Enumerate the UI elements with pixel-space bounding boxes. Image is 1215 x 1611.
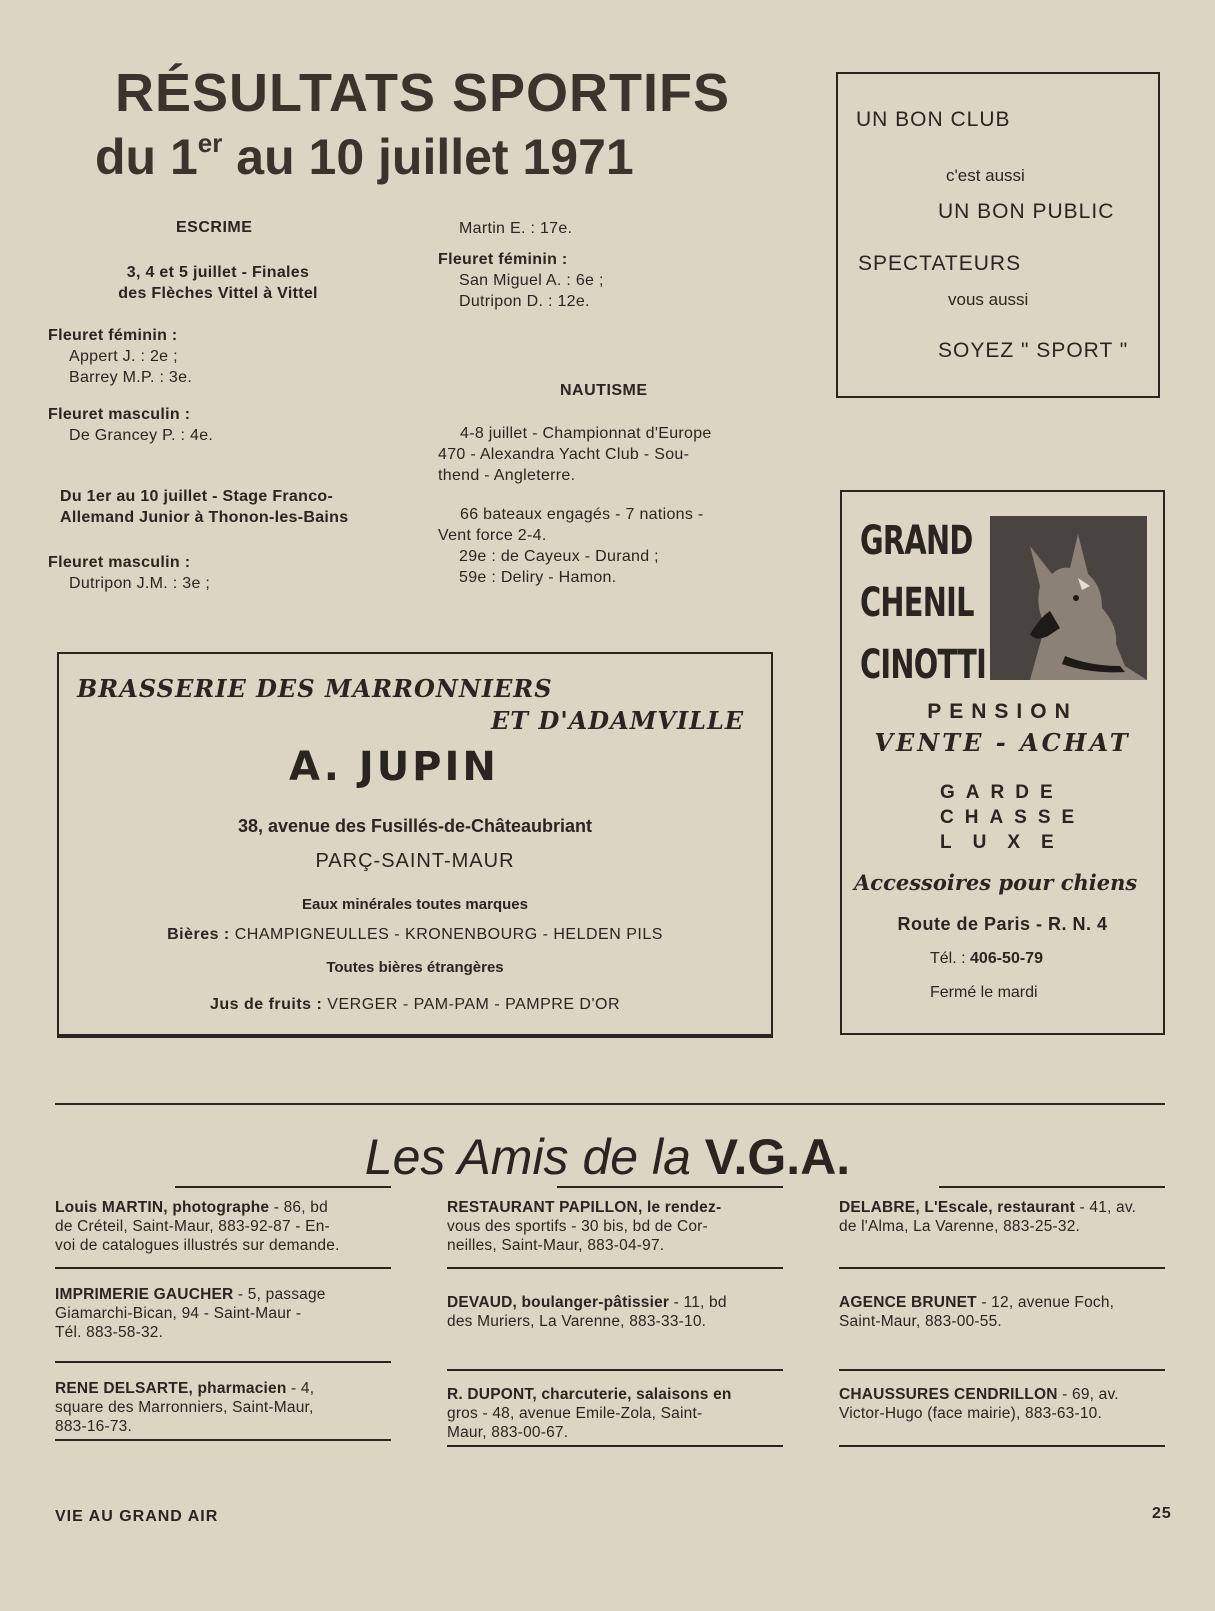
chenil-l1: GRAND (860, 518, 973, 564)
bonclub-l3: UN BON PUBLIC (938, 200, 1115, 223)
escrime-fm2-block: Fleuret masculin : Dutripon J.M. : 3e ; (48, 554, 211, 592)
brasserie-jus: Jus de fruits : VERGER - PAM-PAM - PAMPRE D'OR (209, 996, 621, 1013)
chenil-tel: Tél. : 406-50-79 (930, 950, 1043, 967)
bonclub-l1: UN BON CLUB (856, 108, 1011, 131)
escrime-event1: 3, 4 et 5 juillet - Finales des Flèches Vittel à Vittel (118, 264, 318, 302)
chenil-garde: GARDE (940, 782, 1064, 803)
brasserie-bieres: Bières : CHAMPIGNEULLES - KRONENBOURG - HELDEN PILS (167, 926, 663, 943)
chenil-l2: CHENIL (860, 580, 974, 626)
brasserie-ad (57, 652, 773, 1038)
nautisme-block: 4-8 juillet - Championnat d'Europe 470 - Alexandra Yacht Club - Sou- thend - Angleterre. 66 bateaux engagés - 7 nations - Vent force 2-4. 29e : de Cayeux - Durand ; 59e : Deliry - Hamon. (438, 425, 712, 586)
page-number: 25 (1152, 1505, 1172, 1522)
escrime-event2: Du 1er au 10 juillet - Stage Franco- Allemand Junior à Thonon-les-Bains (60, 488, 349, 526)
amis-entry: RENE DELSARTE, pharmacien - 4, square des Marronniers, Saint-Maur, 883-16-73. (55, 1380, 315, 1435)
chenil-chasse: CHASSE (940, 807, 1086, 828)
brasserie-name: A. JUPIN (289, 744, 499, 790)
bonclub-l4: SPECTATEURS (858, 252, 1022, 275)
section-divider (55, 1103, 1165, 1105)
bonclub-l5: vous aussi (948, 290, 1029, 309)
amis-col1 (55, 1186, 391, 1441)
bonclub-box (836, 72, 1160, 398)
amis-entry: R. DUPONT, charcuterie, salaisons en gros - 48, avenue Emile-Zola, Saint- Maur, 883-00-67. (447, 1386, 732, 1441)
chenil-luxe: LUXE (940, 832, 1075, 853)
brasserie-city: PARÇ-SAINT-MAUR (315, 850, 515, 872)
brasserie-l2: ET D'ADAMVILLE (491, 706, 745, 735)
escrime-fm-block: Fleuret masculin : De Grancey P. : 4e. (48, 406, 214, 444)
page-subtitle: du 1er au 10 juillet 1971 (95, 128, 634, 185)
amis-entry: RESTAURANT PAPILLON, le rendez- vous des sportifs - 30 bis, bd de Cor- neilles, Saint-Maur, 883-04-97. (447, 1199, 722, 1254)
brasserie-eaux: Eaux minérales toutes marques (302, 896, 528, 913)
bonclub-l6: SOYEZ " SPORT " (938, 339, 1129, 362)
dog-photo-icon (990, 516, 1147, 680)
brasserie-l1: BRASSERIE DES MARRONNIERS (77, 674, 553, 703)
brasserie-address: 38, avenue des Fusillés-de-Châteaubriant (237, 816, 593, 836)
amis-entry: CHAUSSURES CENDRILLON - 69, av. Victor-Hugo (face mairie), 883-63-10. (839, 1386, 1119, 1422)
nautisme-heading: NAUTISME (560, 382, 648, 399)
amis-col2 (447, 1186, 783, 1447)
brasserie-etrangeres: Toutes bières étrangères (326, 959, 504, 976)
chenil-route: Route de Paris - R. N. 4 (897, 914, 1108, 934)
chenil-ferme: Fermé le mardi (930, 984, 1038, 1001)
escrime-col2: Martin E. : 17e. Fleuret féminin : San Miguel A. : 6e ; Dutripon D. : 12e. (438, 220, 604, 310)
amis-entry: IMPRIMERIE GAUCHER - 5, passage Giamarchi-Bican, 94 - Saint-Maur - Tél. 883-58-32. (55, 1286, 326, 1341)
footer-magazine: VIE AU GRAND AIR (55, 1508, 219, 1525)
page-title: RÉSULTATS SPORTIFS (115, 63, 731, 123)
chenil-vente: VENTE - ACHAT (874, 728, 1131, 757)
amis-title: Les Amis de la V.G.A. (364, 1129, 851, 1185)
chenil-l3: CINOTTI (860, 642, 987, 688)
amis-entry: DELABRE, L'Escale, restaurant - 41, av. de l'Alma, La Varenne, 883-25-32. (839, 1199, 1137, 1235)
amis-entry: AGENCE BRUNET - 12, avenue Foch, Saint-Maur, 883-00-55. (839, 1294, 1115, 1330)
escrime-ff-block: Fleuret féminin : Appert J. : 2e ; Barrey M.P. : 3e. (48, 327, 193, 386)
bonclub-l2: c'est aussi (946, 166, 1025, 185)
amis-entry: DEVAUD, boulanger-pâtissier - 11, bd des Muriers, La Varenne, 883-33-10. (447, 1294, 727, 1330)
amis-entry: Louis MARTIN, photographe - 86, bd de Créteil, Saint-Maur, 883-92-87 - En- voi de catalogues illustrés sur demande. (55, 1199, 340, 1254)
chenil-accessoires: Accessoires pour chiens (854, 870, 1138, 895)
amis-col3 (839, 1186, 1175, 1447)
chenil-ad (840, 490, 1165, 1035)
escrime-heading: ESCRIME (176, 219, 253, 236)
chenil-pension: PENSION (927, 700, 1078, 723)
